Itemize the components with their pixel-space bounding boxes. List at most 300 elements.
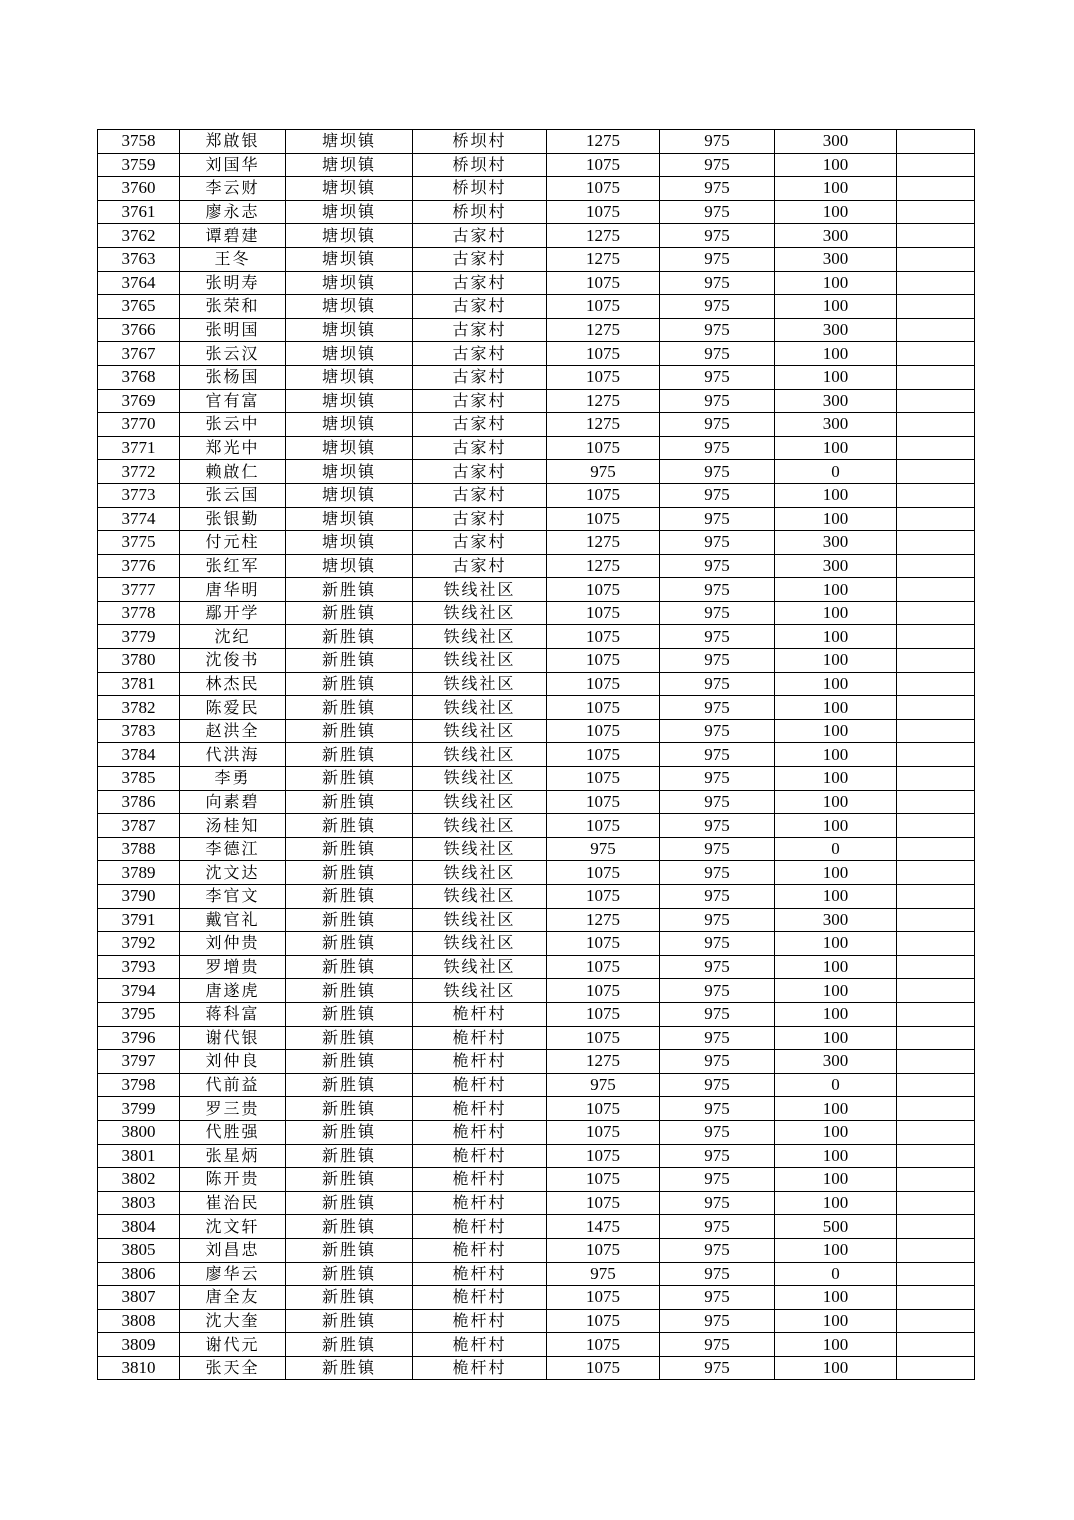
row-number-cell: 3776 (98, 554, 180, 578)
town-cell: 新胜镇 (286, 696, 413, 720)
difference-cell: 100 (775, 767, 897, 791)
table-row (98, 837, 975, 861)
remark-cell (897, 1002, 975, 1026)
difference-cell: 100 (775, 1333, 897, 1357)
amount-b-cell: 975 (660, 955, 775, 979)
amount-a-cell: 1075 (547, 1238, 660, 1262)
amount-b-cell: 975 (660, 979, 775, 1003)
amount-a-cell: 975 (547, 460, 660, 484)
amount-b-cell: 975 (660, 1356, 775, 1380)
remark-cell (897, 365, 975, 389)
row-number-cell: 3807 (98, 1286, 180, 1310)
town-cell: 新胜镇 (286, 1215, 413, 1239)
amount-a-cell: 1075 (547, 955, 660, 979)
village-cell: 桥坝村 (413, 130, 547, 154)
remark-cell (897, 1333, 975, 1357)
amount-a-cell: 1275 (547, 318, 660, 342)
table-row (98, 460, 975, 484)
row-number-cell: 3797 (98, 1050, 180, 1074)
amount-a-cell: 1075 (547, 436, 660, 460)
table-body (98, 130, 975, 1380)
town-cell: 新胜镇 (286, 719, 413, 743)
amount-a-cell: 1075 (547, 1120, 660, 1144)
town-cell: 新胜镇 (286, 578, 413, 602)
remark-cell (897, 861, 975, 885)
amount-b-cell: 975 (660, 908, 775, 932)
amount-a-cell: 1075 (547, 295, 660, 319)
table-row (98, 1073, 975, 1097)
row-number-cell: 3799 (98, 1097, 180, 1121)
table-row (98, 649, 975, 673)
amount-a-cell: 1075 (547, 200, 660, 224)
amount-b-cell: 975 (660, 743, 775, 767)
row-number-cell: 3796 (98, 1026, 180, 1050)
village-cell: 古家村 (413, 247, 547, 271)
amount-b-cell: 975 (660, 224, 775, 248)
town-cell: 新胜镇 (286, 767, 413, 791)
town-cell: 新胜镇 (286, 672, 413, 696)
name-cell: 赖啟仁 (180, 460, 286, 484)
town-cell: 新胜镇 (286, 1191, 413, 1215)
row-number-cell: 3810 (98, 1356, 180, 1380)
name-cell: 代洪海 (180, 743, 286, 767)
name-cell: 蒋科富 (180, 1002, 286, 1026)
name-cell: 张银勤 (180, 507, 286, 531)
row-number-cell: 3766 (98, 318, 180, 342)
village-cell: 古家村 (413, 342, 547, 366)
amount-a-cell: 1075 (547, 932, 660, 956)
town-cell: 新胜镇 (286, 1050, 413, 1074)
difference-cell: 300 (775, 554, 897, 578)
difference-cell: 100 (775, 1168, 897, 1192)
village-cell: 古家村 (413, 554, 547, 578)
remark-cell (897, 389, 975, 413)
difference-cell: 300 (775, 1050, 897, 1074)
table-row (98, 1097, 975, 1121)
amount-b-cell: 975 (660, 436, 775, 460)
remark-cell (897, 767, 975, 791)
amount-a-cell: 1275 (547, 130, 660, 154)
table-row (98, 1356, 975, 1380)
difference-cell: 300 (775, 908, 897, 932)
amount-a-cell: 1075 (547, 153, 660, 177)
village-cell: 铁线社区 (413, 743, 547, 767)
remark-cell (897, 153, 975, 177)
village-cell: 铁线社区 (413, 790, 547, 814)
row-number-cell: 3800 (98, 1120, 180, 1144)
table-row (98, 1168, 975, 1192)
difference-cell: 100 (775, 153, 897, 177)
amount-a-cell: 1075 (547, 365, 660, 389)
amount-b-cell: 975 (660, 790, 775, 814)
row-number-cell: 3785 (98, 767, 180, 791)
name-cell: 张杨国 (180, 365, 286, 389)
name-cell: 廖永志 (180, 200, 286, 224)
amount-b-cell: 975 (660, 625, 775, 649)
row-number-cell: 3793 (98, 955, 180, 979)
amount-b-cell: 975 (660, 814, 775, 838)
row-number-cell: 3760 (98, 177, 180, 201)
difference-cell: 0 (775, 1073, 897, 1097)
town-cell: 塘坝镇 (286, 507, 413, 531)
difference-cell: 100 (775, 1144, 897, 1168)
village-cell: 古家村 (413, 507, 547, 531)
difference-cell: 300 (775, 318, 897, 342)
amount-b-cell: 975 (660, 1144, 775, 1168)
amount-a-cell: 1075 (547, 1333, 660, 1357)
town-cell: 塘坝镇 (286, 413, 413, 437)
remark-cell (897, 672, 975, 696)
remark-cell (897, 625, 975, 649)
amount-b-cell: 975 (660, 271, 775, 295)
name-cell: 郑光中 (180, 436, 286, 460)
name-cell: 唐遂虎 (180, 979, 286, 1003)
town-cell: 新胜镇 (286, 1144, 413, 1168)
name-cell: 赵洪全 (180, 719, 286, 743)
row-number-cell: 3777 (98, 578, 180, 602)
town-cell: 塘坝镇 (286, 554, 413, 578)
difference-cell: 0 (775, 837, 897, 861)
town-cell: 新胜镇 (286, 861, 413, 885)
remark-cell (897, 247, 975, 271)
amount-a-cell: 1275 (547, 389, 660, 413)
name-cell: 张明国 (180, 318, 286, 342)
row-number-cell: 3809 (98, 1333, 180, 1357)
difference-cell: 100 (775, 342, 897, 366)
remark-cell (897, 200, 975, 224)
name-cell: 向素碧 (180, 790, 286, 814)
amount-b-cell: 975 (660, 767, 775, 791)
row-number-cell: 3795 (98, 1002, 180, 1026)
amount-b-cell: 975 (660, 578, 775, 602)
remark-cell (897, 1262, 975, 1286)
remark-cell (897, 413, 975, 437)
remark-cell (897, 1097, 975, 1121)
amount-a-cell: 1075 (547, 743, 660, 767)
row-number-cell: 3768 (98, 365, 180, 389)
village-cell: 桅杆村 (413, 1333, 547, 1357)
remark-cell (897, 1050, 975, 1074)
village-cell: 古家村 (413, 413, 547, 437)
town-cell: 新胜镇 (286, 1286, 413, 1310)
name-cell: 汤桂知 (180, 814, 286, 838)
name-cell: 沈俊书 (180, 649, 286, 673)
amount-a-cell: 1075 (547, 979, 660, 1003)
amount-b-cell: 975 (660, 554, 775, 578)
name-cell: 张荣和 (180, 295, 286, 319)
remark-cell (897, 743, 975, 767)
name-cell: 张云汉 (180, 342, 286, 366)
town-cell: 塘坝镇 (286, 247, 413, 271)
data-table (97, 129, 975, 1380)
name-cell: 王冬 (180, 247, 286, 271)
remark-cell (897, 460, 975, 484)
remark-cell (897, 177, 975, 201)
name-cell: 唐华明 (180, 578, 286, 602)
village-cell: 古家村 (413, 295, 547, 319)
amount-b-cell: 975 (660, 365, 775, 389)
difference-cell: 0 (775, 1262, 897, 1286)
name-cell: 鄢开学 (180, 601, 286, 625)
amount-a-cell: 975 (547, 1073, 660, 1097)
town-cell: 新胜镇 (286, 743, 413, 767)
village-cell: 古家村 (413, 436, 547, 460)
row-number-cell: 3778 (98, 601, 180, 625)
remark-cell (897, 130, 975, 154)
remark-cell (897, 224, 975, 248)
amount-b-cell: 975 (660, 389, 775, 413)
amount-b-cell: 975 (660, 1238, 775, 1262)
table-row (98, 908, 975, 932)
difference-cell: 100 (775, 1026, 897, 1050)
amount-b-cell: 975 (660, 1191, 775, 1215)
row-number-cell: 3789 (98, 861, 180, 885)
name-cell: 代前益 (180, 1073, 286, 1097)
amount-a-cell: 1075 (547, 1309, 660, 1333)
amount-a-cell: 975 (547, 837, 660, 861)
remark-cell (897, 719, 975, 743)
table-row (98, 885, 975, 909)
amount-a-cell: 1075 (547, 1144, 660, 1168)
amount-a-cell: 1075 (547, 507, 660, 531)
remark-cell (897, 1144, 975, 1168)
table-row (98, 719, 975, 743)
table-row (98, 696, 975, 720)
village-cell: 桅杆村 (413, 1002, 547, 1026)
name-cell: 沈文轩 (180, 1215, 286, 1239)
village-cell: 铁线社区 (413, 979, 547, 1003)
name-cell: 罗增贵 (180, 955, 286, 979)
row-number-cell: 3786 (98, 790, 180, 814)
town-cell: 新胜镇 (286, 908, 413, 932)
row-number-cell: 3790 (98, 885, 180, 909)
difference-cell: 100 (775, 507, 897, 531)
name-cell: 刘仲贵 (180, 932, 286, 956)
remark-cell (897, 507, 975, 531)
amount-a-cell: 1075 (547, 1097, 660, 1121)
town-cell: 塘坝镇 (286, 153, 413, 177)
table-row (98, 1002, 975, 1026)
difference-cell: 500 (775, 1215, 897, 1239)
amount-b-cell: 975 (660, 200, 775, 224)
remark-cell (897, 1168, 975, 1192)
village-cell: 桅杆村 (413, 1168, 547, 1192)
amount-b-cell: 975 (660, 1002, 775, 1026)
row-number-cell: 3762 (98, 224, 180, 248)
difference-cell: 300 (775, 224, 897, 248)
village-cell: 铁线社区 (413, 672, 547, 696)
town-cell: 新胜镇 (286, 649, 413, 673)
town-cell: 新胜镇 (286, 1333, 413, 1357)
remark-cell (897, 1191, 975, 1215)
table-row (98, 365, 975, 389)
amount-a-cell: 1075 (547, 672, 660, 696)
town-cell: 塘坝镇 (286, 342, 413, 366)
remark-cell (897, 932, 975, 956)
difference-cell: 100 (775, 814, 897, 838)
row-number-cell: 3771 (98, 436, 180, 460)
table-row (98, 601, 975, 625)
row-number-cell: 3792 (98, 932, 180, 956)
difference-cell: 100 (775, 1191, 897, 1215)
amount-b-cell: 975 (660, 1097, 775, 1121)
village-cell: 桅杆村 (413, 1050, 547, 1074)
row-number-cell: 3803 (98, 1191, 180, 1215)
village-cell: 古家村 (413, 318, 547, 342)
row-number-cell: 3806 (98, 1262, 180, 1286)
amount-b-cell: 975 (660, 649, 775, 673)
amount-b-cell: 975 (660, 1073, 775, 1097)
row-number-cell: 3772 (98, 460, 180, 484)
difference-cell: 100 (775, 955, 897, 979)
name-cell: 罗三贵 (180, 1097, 286, 1121)
row-number-cell: 3787 (98, 814, 180, 838)
village-cell: 铁线社区 (413, 649, 547, 673)
table-row (98, 130, 975, 154)
row-number-cell: 3763 (98, 247, 180, 271)
remark-cell (897, 837, 975, 861)
name-cell: 沈纪 (180, 625, 286, 649)
village-cell: 铁线社区 (413, 696, 547, 720)
table-row (98, 483, 975, 507)
remark-cell (897, 1309, 975, 1333)
village-cell: 铁线社区 (413, 837, 547, 861)
town-cell: 新胜镇 (286, 1120, 413, 1144)
amount-a-cell: 1075 (547, 601, 660, 625)
town-cell: 新胜镇 (286, 1097, 413, 1121)
amount-b-cell: 975 (660, 318, 775, 342)
village-cell: 桅杆村 (413, 1356, 547, 1380)
table-row (98, 790, 975, 814)
difference-cell: 100 (775, 1286, 897, 1310)
row-number-cell: 3782 (98, 696, 180, 720)
village-cell: 古家村 (413, 460, 547, 484)
amount-a-cell: 1075 (547, 342, 660, 366)
table-row (98, 507, 975, 531)
amount-a-cell: 1075 (547, 625, 660, 649)
name-cell: 戴官礼 (180, 908, 286, 932)
name-cell: 廖华云 (180, 1262, 286, 1286)
amount-b-cell: 975 (660, 507, 775, 531)
amount-a-cell: 1275 (547, 908, 660, 932)
table-row (98, 1309, 975, 1333)
town-cell: 塘坝镇 (286, 224, 413, 248)
table-row (98, 200, 975, 224)
row-number-cell: 3774 (98, 507, 180, 531)
remark-cell (897, 578, 975, 602)
village-cell: 桅杆村 (413, 1097, 547, 1121)
name-cell: 崔治民 (180, 1191, 286, 1215)
table-row (98, 224, 975, 248)
town-cell: 新胜镇 (286, 885, 413, 909)
remark-cell (897, 554, 975, 578)
row-number-cell: 3773 (98, 483, 180, 507)
town-cell: 新胜镇 (286, 979, 413, 1003)
amount-b-cell: 975 (660, 342, 775, 366)
row-number-cell: 3788 (98, 837, 180, 861)
row-number-cell: 3798 (98, 1073, 180, 1097)
amount-b-cell: 975 (660, 177, 775, 201)
row-number-cell: 3802 (98, 1168, 180, 1192)
remark-cell (897, 979, 975, 1003)
village-cell: 桅杆村 (413, 1286, 547, 1310)
row-number-cell: 3775 (98, 531, 180, 555)
town-cell: 新胜镇 (286, 1073, 413, 1097)
name-cell: 林杰民 (180, 672, 286, 696)
row-number-cell: 3783 (98, 719, 180, 743)
amount-a-cell: 1075 (547, 271, 660, 295)
table-row (98, 743, 975, 767)
village-cell: 桅杆村 (413, 1309, 547, 1333)
row-number-cell: 3770 (98, 413, 180, 437)
difference-cell: 100 (775, 483, 897, 507)
town-cell: 新胜镇 (286, 1026, 413, 1050)
amount-b-cell: 975 (660, 719, 775, 743)
town-cell: 新胜镇 (286, 1238, 413, 1262)
village-cell: 桥坝村 (413, 153, 547, 177)
remark-cell (897, 1356, 975, 1380)
name-cell: 张红军 (180, 554, 286, 578)
row-number-cell: 3767 (98, 342, 180, 366)
amount-a-cell: 1075 (547, 1356, 660, 1380)
village-cell: 桅杆村 (413, 1144, 547, 1168)
amount-b-cell: 975 (660, 932, 775, 956)
amount-a-cell: 1475 (547, 1215, 660, 1239)
village-cell: 古家村 (413, 271, 547, 295)
difference-cell: 100 (775, 365, 897, 389)
name-cell: 张云国 (180, 483, 286, 507)
difference-cell: 100 (775, 1356, 897, 1380)
town-cell: 新胜镇 (286, 1356, 413, 1380)
amount-b-cell: 975 (660, 885, 775, 909)
difference-cell: 100 (775, 649, 897, 673)
amount-b-cell: 975 (660, 153, 775, 177)
difference-cell: 100 (775, 1309, 897, 1333)
town-cell: 塘坝镇 (286, 531, 413, 555)
difference-cell: 100 (775, 672, 897, 696)
table-row (98, 295, 975, 319)
amount-b-cell: 975 (660, 531, 775, 555)
amount-a-cell: 1275 (547, 554, 660, 578)
row-number-cell: 3794 (98, 979, 180, 1003)
amount-a-cell: 1075 (547, 177, 660, 201)
amount-b-cell: 975 (660, 1333, 775, 1357)
difference-cell: 100 (775, 625, 897, 649)
table-row (98, 1333, 975, 1357)
table-row (98, 861, 975, 885)
amount-b-cell: 975 (660, 1026, 775, 1050)
amount-b-cell: 975 (660, 247, 775, 271)
name-cell: 刘国华 (180, 153, 286, 177)
amount-a-cell: 1075 (547, 578, 660, 602)
remark-cell (897, 601, 975, 625)
remark-cell (897, 955, 975, 979)
town-cell: 塘坝镇 (286, 177, 413, 201)
town-cell: 新胜镇 (286, 1002, 413, 1026)
village-cell: 铁线社区 (413, 932, 547, 956)
town-cell: 塘坝镇 (286, 460, 413, 484)
name-cell: 刘仲良 (180, 1050, 286, 1074)
row-number-cell: 3764 (98, 271, 180, 295)
amount-b-cell: 975 (660, 483, 775, 507)
table-row (98, 1215, 975, 1239)
amount-a-cell: 1275 (547, 247, 660, 271)
remark-cell (897, 885, 975, 909)
difference-cell: 100 (775, 790, 897, 814)
remark-cell (897, 814, 975, 838)
village-cell: 桅杆村 (413, 1026, 547, 1050)
difference-cell: 100 (775, 601, 897, 625)
